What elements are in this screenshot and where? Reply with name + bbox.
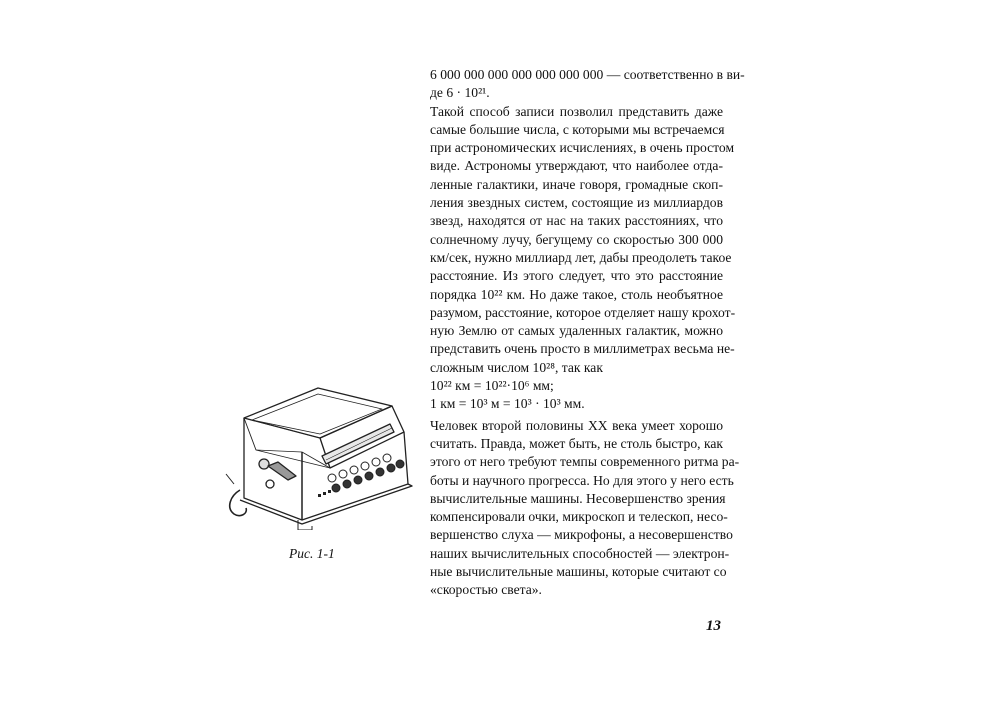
page-number: 13 bbox=[706, 618, 721, 634]
figure-caption: Рис. 1-1 bbox=[289, 546, 335, 561]
formula-line: 1 км = 10³ м = 10³ · 10³ мм. bbox=[430, 396, 585, 412]
text-line: км/сек, нужно миллиард лет, дабы преодолеть такое bbox=[430, 249, 732, 265]
text-line: разумом, расстояние, которое отделяет нашу крохот- bbox=[430, 304, 736, 320]
text-line: де 6 · 10²¹. bbox=[430, 85, 490, 101]
text-line: Человек второй половины XX века умеет хорошо bbox=[430, 417, 723, 433]
text-line: Такой способ записи позволил представить даже bbox=[430, 103, 723, 119]
text-line: ления звездных систем, состоящие из миллиардов bbox=[430, 195, 723, 211]
text-line: компенсировали очки, микроскоп и телескоп, несо- bbox=[430, 509, 728, 525]
text-line: солнечному лучу, бегущему со скоростью 300 000 bbox=[430, 231, 723, 247]
main-text-column bbox=[430, 66, 745, 600]
text-line: считать. Правда, может быть, не столь быстро, как bbox=[430, 435, 723, 451]
text-line: 6 000 000 000 000 000 000 000 — соответственно в ви- bbox=[430, 67, 745, 82]
paragraph-2 bbox=[430, 103, 736, 377]
text-line: звезд, находятся от нас на таких расстояниях, что bbox=[430, 213, 723, 229]
text-line: этого от него требуют темпы современного ритма ра- bbox=[430, 454, 740, 470]
text-line: ные вычислительные машины, которые считают со bbox=[430, 564, 727, 580]
formula-block bbox=[430, 377, 723, 414]
paragraph-3 bbox=[430, 417, 740, 600]
text-line: при астрономических исчислениях, в очень простом bbox=[430, 140, 735, 156]
text-line: расстояние. Из этого следует, что это расстояние bbox=[430, 268, 723, 284]
text-line: вершенство слуха — микрофоны, а несовершенство bbox=[430, 527, 733, 543]
text-line: наших вычислительных способностей — электрон- bbox=[430, 545, 730, 561]
text-line: представить очень просто в миллиметрах весьма не- bbox=[430, 341, 735, 357]
text-line: ленные галактики, иначе говоря, громадные скоп- bbox=[430, 176, 723, 192]
calculating-machine-drawing bbox=[222, 380, 422, 530]
text-line: сложным числом 10²⁸, так как bbox=[430, 359, 603, 375]
calculating-machine-illustration bbox=[222, 380, 422, 530]
text-line: самые большие числа, с которыми мы встречаемся bbox=[430, 121, 725, 137]
text-line: виде. Астрономы утверждают, что наиболее отда- bbox=[430, 158, 723, 174]
text-line: ную Землю от самых удаленных галактик, можно bbox=[430, 323, 723, 339]
text-line: порядка 10²² км. Но даже такое, столь необъятное bbox=[430, 286, 723, 302]
text-line: вычислительные машины. Несовершенство зрения bbox=[430, 490, 726, 506]
formula-line: 10²² км = 10²²·10⁶ мм; bbox=[430, 378, 554, 394]
text-line: боты и научного прогресса. Но для этого у него есть bbox=[430, 472, 734, 488]
text-line: «скоростью света». bbox=[430, 582, 542, 598]
paragraph-1 bbox=[430, 66, 745, 103]
